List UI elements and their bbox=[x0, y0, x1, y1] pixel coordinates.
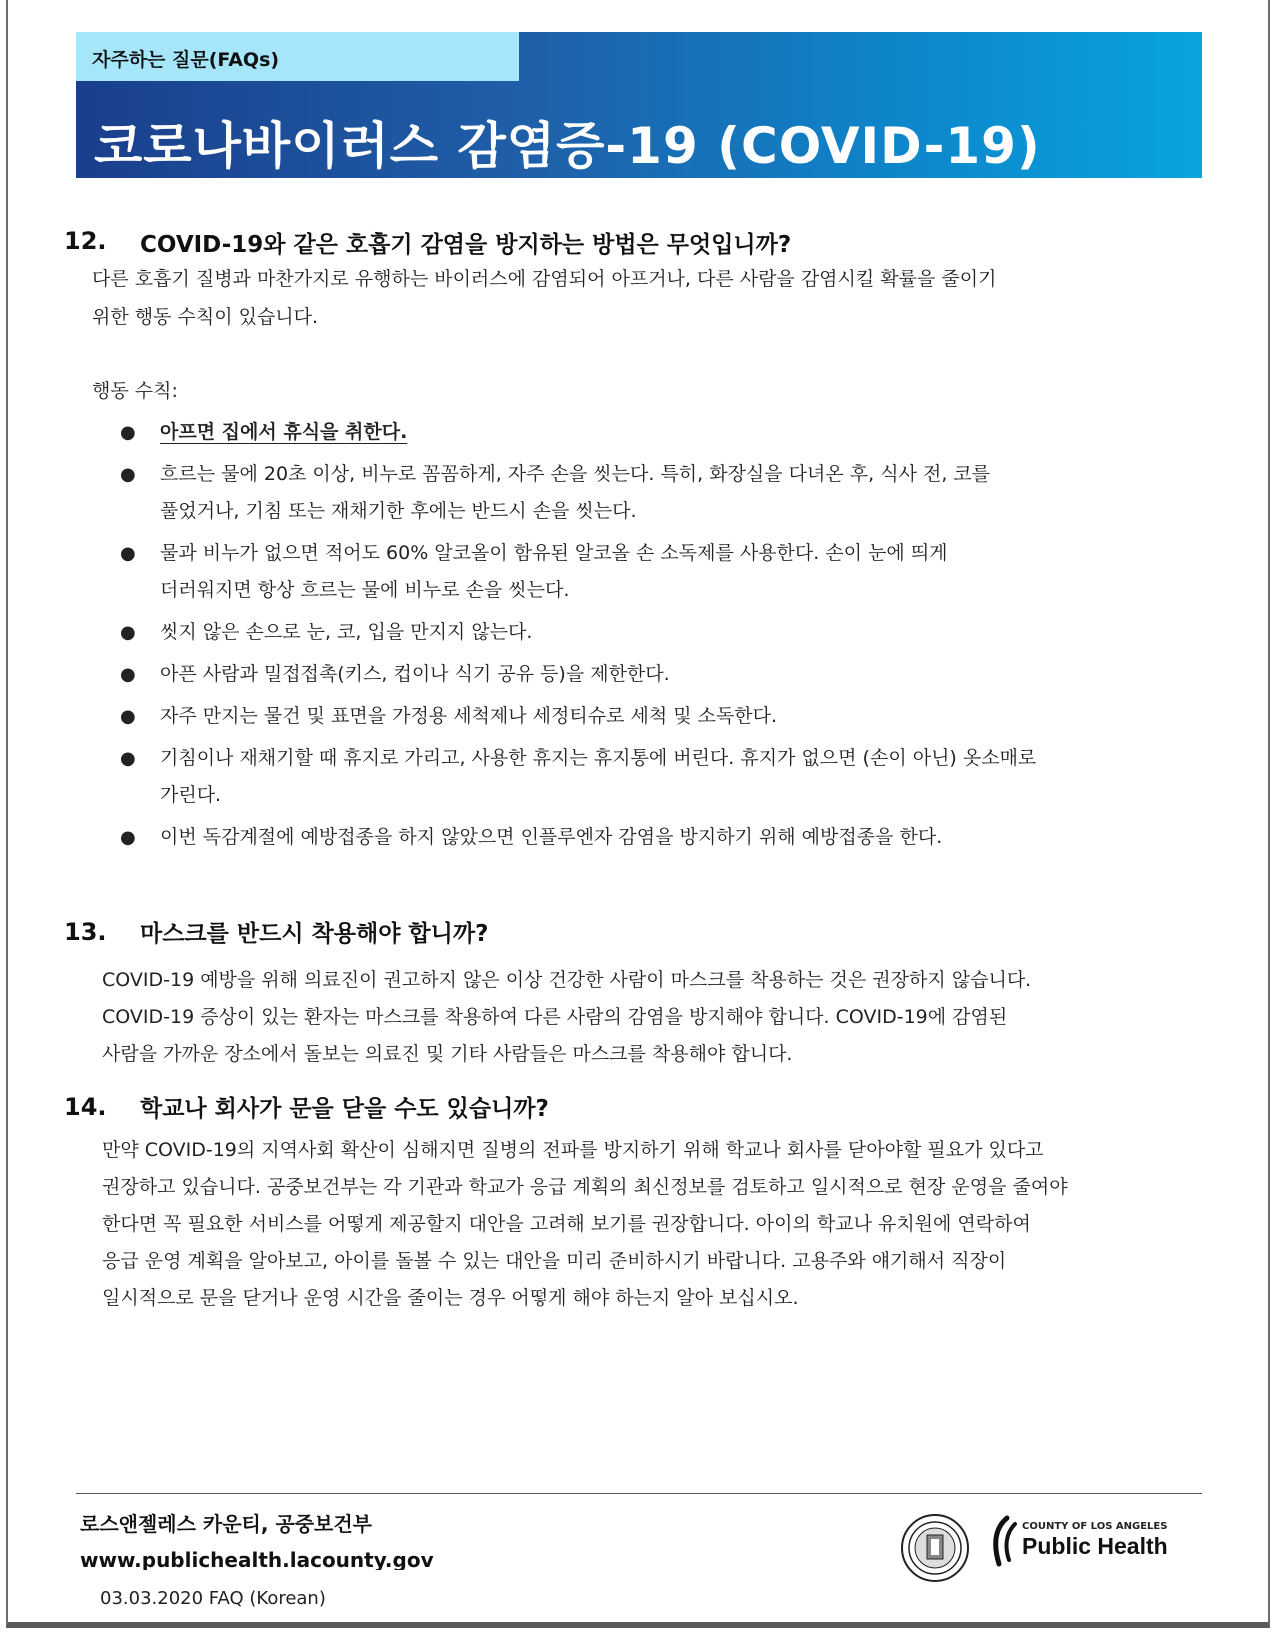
question-title: COVID-19와 같은 호흡기 감염을 방지하는 방법은 무엇입니까? bbox=[140, 232, 792, 258]
paragraph-line: 일시적으로 문을 닫거나 운영 시간을 줄이는 경우 어떻게 해야 하는지 알아 보십시오. bbox=[102, 1287, 799, 1309]
question-title: 마스크를 반드시 착용해야 합니까? bbox=[140, 921, 489, 947]
footer-organization: 로스앤젤레스 카운티, 공중보건부 bbox=[80, 1512, 373, 1536]
bullet-icon: ● bbox=[120, 464, 136, 485]
list-item-text: 자주 만지는 물건 및 표면을 가정용 세척제나 세정티슈로 세척 및 소독한다. bbox=[160, 705, 778, 727]
list-item bbox=[120, 614, 1200, 651]
rules-label: 행동 수칙: bbox=[92, 380, 178, 402]
paragraph-line: COVID-19 예방을 위해 의료진이 권고하지 않은 이상 건강한 사람이 마스크를 착용하는 것은 권장하지 않습니다. bbox=[102, 969, 1032, 991]
paragraph-line: 사람을 가까운 장소에서 돌보는 의료진 및 기타 사람들은 마스크를 착용해야 합니다. bbox=[102, 1043, 793, 1065]
list-item bbox=[120, 656, 1200, 693]
question-number: 14. bbox=[64, 1093, 107, 1121]
question-title: 학교나 회사가 문을 닫을 수도 있습니까? bbox=[140, 1096, 549, 1122]
bullet-icon: ● bbox=[120, 706, 136, 727]
footer-divider bbox=[76, 1493, 1202, 1494]
footer-date: 03.03.2020 bbox=[100, 1588, 204, 1609]
list-item-text: 씻지 않은 손으로 눈, 코, 입을 만지지 않는다. bbox=[160, 621, 533, 643]
list-item-text: 아픈 사람과 밀접접촉(키스, 컵이나 식기 공유 등)을 제한한다. bbox=[160, 663, 670, 685]
list-item bbox=[120, 819, 1200, 856]
bullet-icon: ● bbox=[120, 748, 136, 769]
list-item-text: 풀었거나, 기침 또는 재채기한 후에는 반드시 손을 씻는다. bbox=[160, 500, 637, 522]
list-item-text: 더러워지면 항상 흐르는 물에 비누로 손을 씻는다. bbox=[160, 579, 570, 601]
paragraph-line: 응급 운영 계획을 알아보고, 아이를 돌볼 수 있는 대안을 미리 준비하시기 바랍니다. 고용주와 얘기해서 직장이 bbox=[102, 1250, 1007, 1272]
paragraph-line: COVID-19 증상이 있는 환자는 마스크를 착용하여 다른 사람의 감염을 방지해야 합니다. COVID-19에 감염된 bbox=[102, 1006, 1008, 1028]
county-seal-icon bbox=[900, 1513, 970, 1583]
paragraph-line: 한다면 꼭 필요한 서비스를 어떻게 제공할지 대안을 고려해 보기를 권장합니다. 아이의 학교나 유치원에 연락하여 bbox=[102, 1213, 1031, 1235]
list-item-text: 아프면 집에서 휴식을 취한다. bbox=[160, 421, 408, 443]
logo-public-health-text: Public Health bbox=[1022, 1533, 1168, 1559]
footer-doc-label: FAQ (Korean) bbox=[208, 1588, 326, 1609]
bullet-icon: ● bbox=[120, 664, 136, 685]
logo-county-text: COUNTY OF LOS ANGELES bbox=[1022, 1521, 1168, 1532]
paragraph-line: 다른 호흡기 질병과 마찬가지로 유행하는 바이러스에 감염되어 아프거나, 다른 사람을 감염시킬 확률을 줄이기 bbox=[92, 268, 997, 290]
list-item-text: 이번 독감계절에 예방접종을 하지 않았으면 인플루엔자 감염을 방지하기 위해 예방접종을 한다. bbox=[160, 826, 943, 848]
public-health-mark-icon bbox=[985, 1514, 1021, 1570]
paragraph-line: 위한 행동 수칙이 있습니다. bbox=[92, 306, 319, 328]
list-item bbox=[120, 698, 1200, 735]
faq-tag: 자주하는 질문(FAQs) bbox=[92, 49, 280, 71]
footer-doc-info bbox=[100, 1588, 326, 1609]
question-number: 13. bbox=[64, 918, 107, 946]
bullet-icon: ● bbox=[120, 622, 136, 643]
bullet-icon: ● bbox=[120, 543, 136, 564]
list-item-text: 물과 비누가 없으면 적어도 60% 알코올이 함유된 알코올 손 소독제를 사용한다. 손이 눈에 띄게 bbox=[160, 542, 948, 564]
paragraph-line: 권장하고 있습니다. 공중보건부는 각 기관과 학교가 응급 계획의 최신정보를 검토하고 일시적으로 현장 운영을 줄여야 bbox=[102, 1176, 1068, 1198]
bullet-icon: ● bbox=[120, 422, 136, 443]
question-number: 12. bbox=[64, 227, 107, 255]
footer-website-link[interactable]: www.publichealth.lacounty.gov bbox=[80, 1548, 434, 1570]
rules-list bbox=[120, 414, 1200, 861]
paragraph-line: 만약 COVID-19의 지역사회 확산이 심해지면 질병의 전파를 방지하기 위해 학교나 회사를 닫아야할 필요가 있다고 bbox=[102, 1139, 1044, 1161]
page-title: 코로나바이러스 감염증-19 (COVID-19) bbox=[94, 117, 1041, 175]
list-item-text: 기침이나 재채기할 때 휴지로 가리고, 사용한 휴지는 휴지통에 버린다. 휴지가 없으면 (손이 아닌) 옷소매로 bbox=[160, 747, 1037, 769]
list-item bbox=[120, 456, 1200, 530]
list-item bbox=[120, 414, 1200, 451]
list-item bbox=[120, 535, 1200, 609]
list-item bbox=[120, 740, 1200, 814]
list-item-text: 흐르는 물에 20초 이상, 비누로 꼼꼼하게, 자주 손을 씻는다. 특히, 화장실을 다녀온 후, 식사 전, 코를 bbox=[160, 463, 991, 485]
bullet-icon: ● bbox=[120, 827, 136, 848]
list-item-text: 가린다. bbox=[160, 784, 222, 806]
